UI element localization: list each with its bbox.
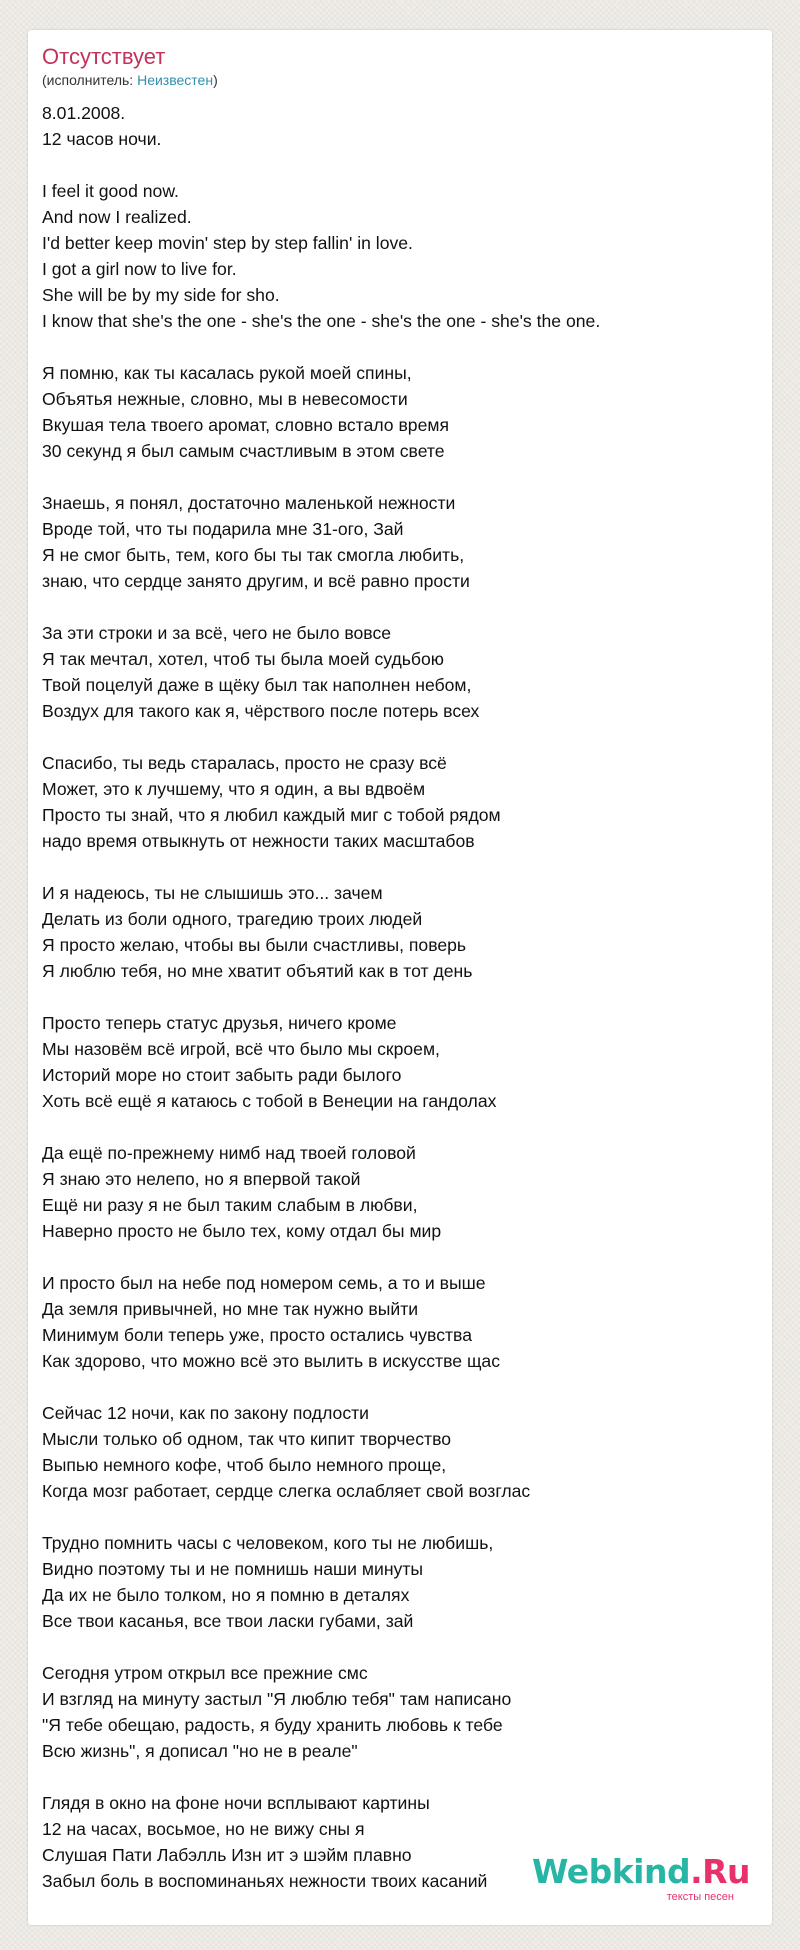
lyrics-line: Выпью немного кофе, чтоб было немного проще, — [42, 1455, 447, 1475]
lyrics-line: Трудно помнить часы с человеком, кого ты не любишь, — [42, 1533, 494, 1553]
lyrics-line: Когда мозг работает, сердце слегка ослабляет свой возглас — [42, 1481, 531, 1501]
lyrics-stanza — [42, 1400, 758, 1504]
lyrics-stanza — [42, 1140, 758, 1244]
lyrics-line: I know that she's the one - she's the one - she's the one - she's the one. — [42, 311, 601, 331]
lyrics-line: Глядя в окно на фоне ночи всплывают картины — [42, 1793, 430, 1813]
lyrics-body — [42, 100, 758, 1894]
lyrics-line: And now I realized. — [42, 207, 192, 227]
lyrics-line: Я помню, как ты касалась рукой моей спины, — [42, 363, 412, 383]
logo-tld: .Ru — [690, 1852, 751, 1891]
lyrics-line: знаю, что сердце занято другим, и всё равно прости — [42, 571, 470, 591]
lyrics-stanza — [42, 100, 758, 152]
lyrics-line: Всю жизнь", я дописал "но не в реале" — [42, 1741, 358, 1761]
lyrics-stanza — [42, 620, 758, 724]
lyrics-line: 12 часов ночи. — [42, 129, 162, 149]
lyrics-line: Слушая Пати Лабэлль Изн ит э шэйм плавно — [42, 1845, 412, 1865]
lyrics-line: Я не смог быть, тем, кого бы ты так смогла любить, — [42, 545, 465, 565]
lyrics-line: She will be by my side for sho. — [42, 285, 280, 305]
lyrics-line: Просто ты знай, что я любил каждый миг с тобой рядом — [42, 805, 501, 825]
lyrics-line: Сегодня утром открыл все прежние смс — [42, 1663, 368, 1683]
lyrics-stanza — [42, 1010, 758, 1114]
lyrics-line: Воздух для такого как я, чёрствого после потерь всех — [42, 701, 480, 721]
lyrics-stanza — [42, 490, 758, 594]
lyrics-line: Может, это к лучшему, что я один, а вы вдвоём — [42, 779, 426, 799]
lyrics-stanza — [42, 178, 758, 334]
lyrics-line: Все твои касанья, все твои ласки губами, зай — [42, 1611, 414, 1631]
lyrics-line: Просто теперь статус друзья, ничего кроме — [42, 1013, 397, 1033]
artist-line — [42, 70, 758, 90]
lyrics-line: Я люблю тебя, но мне хватит объятий как в тот день — [42, 961, 473, 981]
lyrics-line: Как здорово, что можно всё это вылить в искусстве щас — [42, 1351, 500, 1371]
lyrics-stanza — [42, 1530, 758, 1634]
lyrics-line: Видно поэтому ты и не помнишь наши минуты — [42, 1559, 424, 1579]
lyrics-line: Мы назовём всё игрой, всё что было мы скроем, — [42, 1039, 440, 1059]
lyrics-line: Объятья нежные, словно, мы в невесомости — [42, 389, 408, 409]
lyrics-line: И взгляд на минуту застыл "Я люблю тебя" там написано — [42, 1689, 512, 1709]
lyrics-line: Хоть всё ещё я катаюсь с тобой в Венеции на гандолах — [42, 1091, 497, 1111]
lyrics-line: I got a girl now to live for. — [42, 259, 237, 279]
lyrics-line: Спасибо, ты ведь старалась, просто не сразу всё — [42, 753, 447, 773]
lyrics-line: Делать из боли одного, трагедию троих людей — [42, 909, 423, 929]
lyrics-stanza — [42, 750, 758, 854]
lyrics-line: Да земля привычней, но мне так нужно выйти — [42, 1299, 419, 1319]
lyrics-line: Забыл боль в воспоминаньях нежности твоих касаний — [42, 1871, 488, 1891]
site-logo[interactable] — [532, 1852, 751, 1909]
artist-prefix: (исполнитель: — [42, 72, 138, 88]
lyrics-line: 30 секунд я был самым счастливым в этом свете — [42, 441, 445, 461]
artist-suffix: ) — [213, 72, 218, 88]
artist-link[interactable]: Неизвестен — [137, 72, 214, 88]
logo-name: Webkind — [532, 1852, 691, 1891]
lyrics-stanza — [42, 880, 758, 984]
lyrics-stanza — [42, 1270, 758, 1374]
lyrics-stanza — [42, 360, 758, 464]
lyrics-line: "Я тебе обещаю, радость, я буду хранить любовь к тебе — [42, 1715, 503, 1735]
lyrics-line: надо время отвыкнуть от нежности таких масштабов — [42, 831, 475, 851]
lyrics-line: Наверно просто не было тех, кому отдал бы мир — [42, 1221, 442, 1241]
lyrics-line: Вроде той, что ты подарила мне 31-ого, Зай — [42, 519, 404, 539]
lyrics-line: I'd better keep movin' step by step fallin' in love. — [42, 233, 413, 253]
lyrics-line: Историй море но стоит забыть ради былого — [42, 1065, 402, 1085]
lyrics-line: Сейчас 12 ночи, как по закону подлости — [42, 1403, 370, 1423]
lyrics-line: Да ещё по-прежнему нимб над твоей головой — [42, 1143, 416, 1163]
lyrics-stanza — [42, 1660, 758, 1764]
lyrics-line: I feel it good now. — [42, 181, 179, 201]
lyrics-line: Я так мечтал, хотел, чтоб ты была моей судьбою — [42, 649, 444, 669]
lyrics-line: И я надеюсь, ты не слышишь это... зачем — [42, 883, 383, 903]
lyrics-line: Знаешь, я понял, достаточно маленькой нежности — [42, 493, 456, 513]
song-title: Отсутствует — [42, 44, 166, 69]
lyrics-card — [28, 30, 772, 1925]
lyrics-line: Мысли только об одном, так что кипит творчество — [42, 1429, 452, 1449]
lyrics-line: И просто был на небе под номером семь, а то и выше — [42, 1273, 486, 1293]
lyrics-line: Да их не было толком, но я помню в деталях — [42, 1585, 410, 1605]
lyrics-line: За эти строки и за всё, чего не было вовсе — [42, 623, 392, 643]
lyrics-line: Твой поцелуй даже в щёку был так наполнен небом, — [42, 675, 472, 695]
lyrics-line: Вкушая тела твоего аромат, словно встало время — [42, 415, 450, 435]
lyrics-line: Я знаю это нелепо, но я впервой такой — [42, 1169, 361, 1189]
lyrics-line: Ещё ни разу я не был таким слабым в любви, — [42, 1195, 418, 1215]
logo-wordmark — [532, 1852, 751, 1891]
logo-tagline: тексты песен — [666, 1891, 734, 1903]
lyrics-line: Минимум боли теперь уже, просто остались чувства — [42, 1325, 472, 1345]
lyrics-line: 12 на часах, восьмое, но не вижу сны я — [42, 1819, 365, 1839]
lyrics-line: Я просто желаю, чтобы вы были счастливы, поверь — [42, 935, 467, 955]
lyrics-line: 8.01.2008. — [42, 103, 126, 123]
